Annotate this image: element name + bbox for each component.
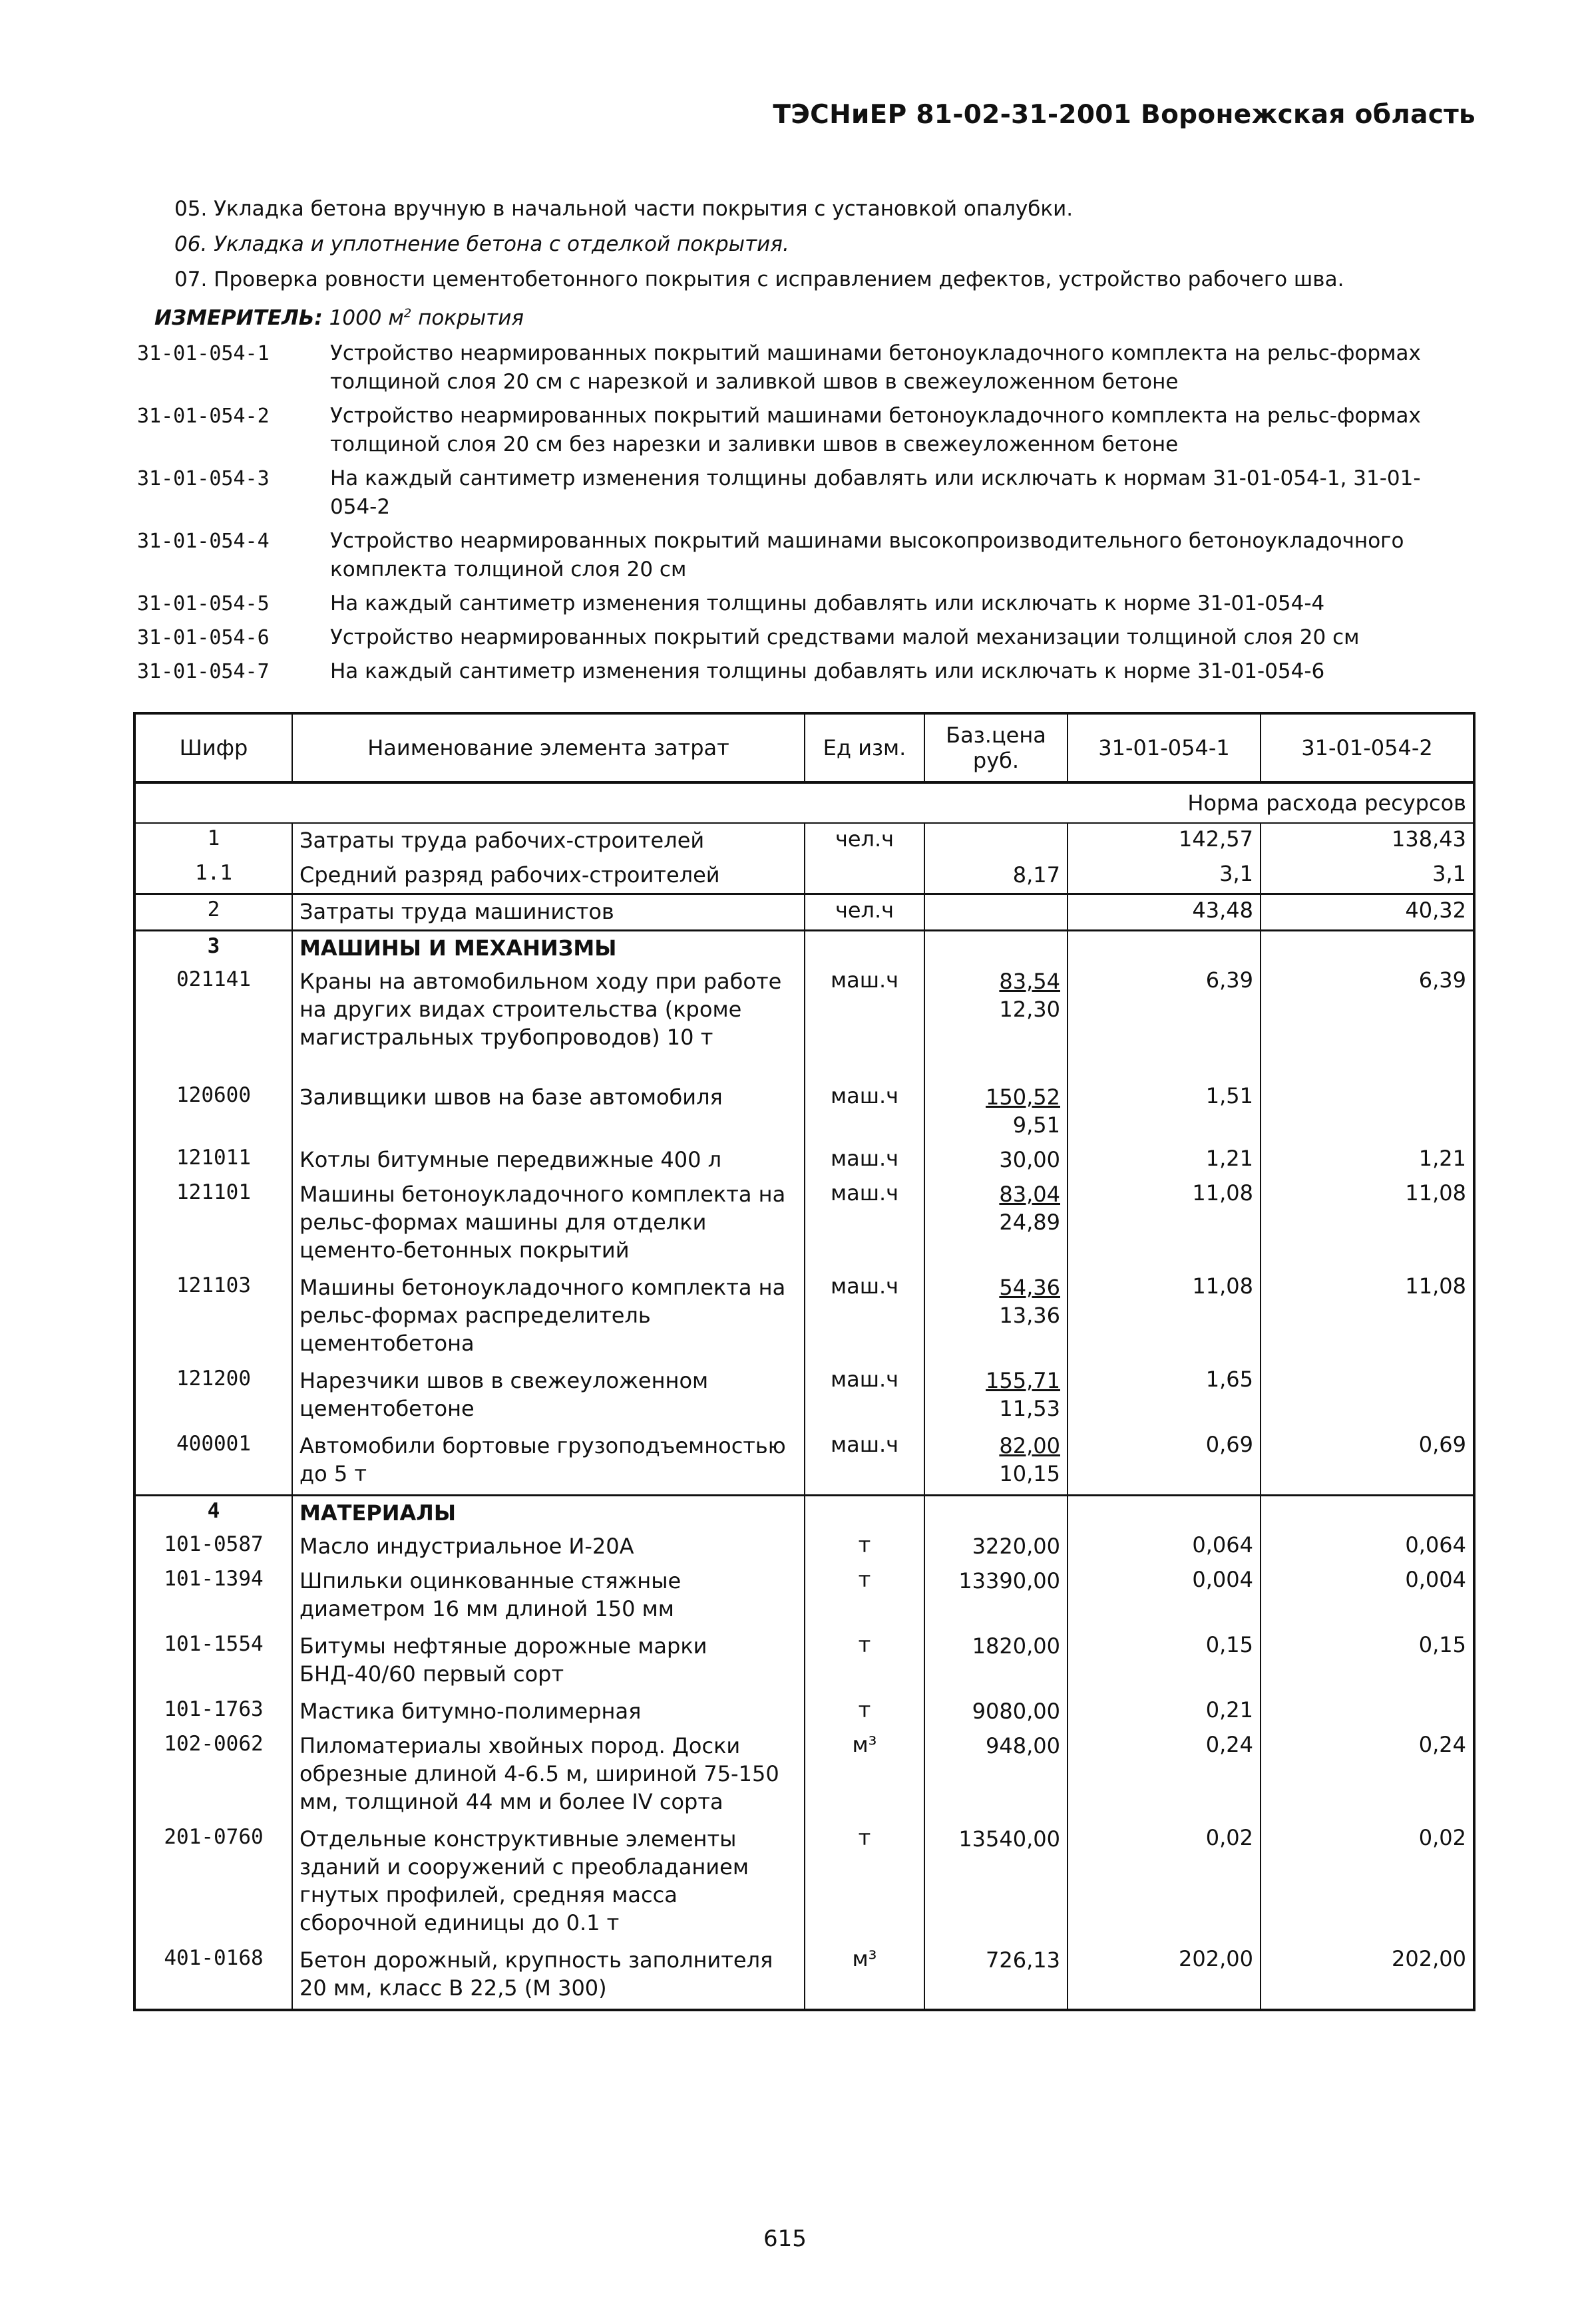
cell-name: Нарезчики швов в свежеуложенном цементобетоне (292, 1364, 805, 1429)
cell-norm-2: 0,064 (1405, 1532, 1466, 1558)
price-total: 726,13 (986, 1947, 1060, 1973)
price-total: 83,04 (999, 1182, 1060, 1207)
cell-unit: м³ (805, 1943, 924, 2010)
norm-code: 31-01-054-2 (137, 405, 270, 428)
cell-norm-1: 202,00 (1068, 1943, 1261, 2010)
cell-unit: маш.ч (805, 1178, 924, 1271)
cell-norm-2: 0,004 (1405, 1567, 1466, 1592)
norm-label: Норма расхода ресурсов (134, 782, 1474, 823)
cell-name: Краны на автомобильном ходу при работе на других видах строительства (кроме магистральных трубопроводов) 10 т (292, 965, 805, 1080)
cell-norm-2: 11,08 (1405, 1180, 1466, 1206)
price-wages: 12,30 (999, 997, 1060, 1022)
norm-code-item (137, 402, 1468, 459)
cell-norm-2: 1,21 (1418, 1146, 1466, 1171)
price-wages: 9,51 (1012, 1112, 1060, 1138)
cell-name: Автомобили бортовые грузоподъемностью до 5 т (292, 1429, 805, 1496)
cell-unit: маш.ч (805, 1143, 924, 1178)
cell-code: 102-0062 (134, 1729, 292, 1822)
cell-price (924, 1496, 1068, 1530)
price-total: 13540,00 (958, 1826, 1060, 1852)
cell-name: Затраты труда машинистов (292, 894, 805, 931)
cell-norm-1: 11,08 (1068, 1178, 1261, 1271)
cell-norm-1: 0,21 (1068, 1695, 1261, 1729)
norm-code-item (137, 339, 1468, 397)
norm-code: 31-01-054-4 (137, 530, 270, 553)
cell-price (924, 1271, 1068, 1364)
cell-code: 120600 (134, 1080, 292, 1143)
cell-norm-1: 0,15 (1068, 1629, 1261, 1695)
cell-norm-2: 0,15 (1418, 1632, 1466, 1657)
header-price: Баз.цена руб. (924, 713, 1068, 782)
cell-unit: маш.ч (805, 1429, 924, 1496)
cell-norm-2: 0,24 (1418, 1732, 1466, 1757)
cell-code: 201-0760 (134, 1822, 292, 1943)
cell-norm-2: 202,00 (1392, 1946, 1466, 1971)
cell-norm-2: 0,69 (1418, 1432, 1466, 1457)
resources-table (133, 712, 1475, 2011)
cell-price (924, 858, 1068, 894)
cell-price (924, 1695, 1068, 1729)
cell-price (924, 823, 1068, 858)
cell-price (924, 965, 1068, 1080)
cell-code: 1.1 (134, 858, 292, 894)
cell-name: МАШИНЫ И МЕХАНИЗМЫ (292, 931, 805, 965)
cell-norm-2 (1261, 1695, 1474, 1729)
cell-code: 101-0587 (134, 1530, 292, 1564)
operation-item: 05. Укладка бетона вручную в начальной части покрытия с установкой опалубки. (174, 197, 1074, 221)
cell-unit: маш.ч (805, 1364, 924, 1429)
price-total: 13390,00 (958, 1568, 1060, 1593)
cell-code: 2 (134, 894, 292, 931)
cell-norm-1: 3,1 (1068, 858, 1261, 894)
norm-code-item (137, 589, 1468, 618)
norm-code-item (137, 623, 1468, 652)
norm-label-row (134, 782, 1474, 823)
cell-norm-2: 138,43 (1392, 826, 1466, 852)
cell-norm-2 (1261, 1080, 1474, 1143)
price-total: 1820,00 (972, 1633, 1060, 1659)
cell-price (924, 1429, 1068, 1496)
cell-code: 3 (134, 931, 292, 965)
cell-name: МАТЕРИАЛЫ (292, 1496, 805, 1530)
cell-norm-1: 1,51 (1068, 1080, 1261, 1143)
cell-unit: т (805, 1695, 924, 1729)
norm-description: Устройство неармированных покрытий машинами бетоноукладочного комплекта на рельс-формах толщиной слоя 20 см с нарезкой и заливкой швов в свежеуложенном бетоне (330, 341, 1421, 394)
norm-code: 31-01-054-7 (137, 660, 270, 683)
cell-code: 101-1394 (134, 1564, 292, 1629)
operations-list (174, 192, 1499, 297)
cell-price (924, 1080, 1068, 1143)
cell-norm-1: 43,48 (1068, 894, 1261, 931)
cell-name: Битумы нефтяные дорожные марки БНД-40/60 первый сорт (292, 1629, 805, 1695)
table-row (134, 1143, 1474, 1178)
table-row (134, 1729, 1474, 1822)
cell-unit (805, 931, 924, 965)
cell-norm-2: 0,02 (1418, 1825, 1466, 1850)
cell-unit: м³ (805, 1729, 924, 1822)
cell-unit: т (805, 1530, 924, 1564)
cell-unit: маш.ч (805, 1271, 924, 1364)
header-norm-2: 31-01-054-2 (1261, 713, 1474, 782)
price-total: 155,71 (986, 1368, 1060, 1393)
operation-item: 07. Проверка ровности цементобетонного покрытия с исправлением дефектов, устройство рабочего шва. (174, 267, 1344, 291)
table-row (134, 1629, 1474, 1695)
cell-name: Пиломатериалы хвойных пород. Доски обрезные длиной 4-6.5 м, шириной 75-150 мм, толщиной 44 мм и более IV сорта (292, 1729, 805, 1822)
table-row (134, 1943, 1474, 2010)
norm-description: Устройство неармированных покрытий средствами малой механизации толщиной слоя 20 см (330, 625, 1360, 649)
cell-price (924, 1178, 1068, 1271)
cell-norm-1: 0,02 (1068, 1822, 1261, 1943)
table-row (134, 1822, 1474, 1943)
norm-description: На каждый сантиметр изменения толщины добавлять или исключать к нормам 31-01-054-1, 31-01-054-2 (330, 466, 1421, 519)
cell-price (924, 894, 1068, 931)
cell-price (924, 1364, 1068, 1429)
cell-norm-1: 0,69 (1068, 1429, 1261, 1496)
cell-name: Машины бетоноукладочного комплекта на рельс-формах машины для отделки цементо-бетонных покрытий (292, 1178, 805, 1271)
cell-name: Затраты труда рабочих-строителей (292, 823, 805, 858)
norm-code-item (137, 527, 1468, 584)
header-name: Наименование элемента затрат (292, 713, 805, 782)
norm-description: Устройство неармированных покрытий машинами бетоноукладочного комплекта на рельс-формах толщиной слоя 20 см без нарезки и заливки швов в свежеуложенном бетоне (330, 404, 1421, 456)
table-row (134, 858, 1474, 894)
table-row (134, 1695, 1474, 1729)
header-norm-1: 31-01-054-1 (1068, 713, 1261, 782)
table-row (134, 823, 1474, 858)
cell-norm-2: 40,32 (1261, 894, 1474, 931)
cell-code: 101-1763 (134, 1695, 292, 1729)
norm-description: На каждый сантиметр изменения толщины добавлять или исключать к норме 31-01-054-4 (330, 591, 1325, 615)
table-row (134, 1564, 1474, 1629)
norm-code: 31-01-054-1 (137, 342, 270, 365)
cell-price (924, 1629, 1068, 1695)
cell-code: 121200 (134, 1364, 292, 1429)
section-row (134, 931, 1474, 965)
price-total: 948,00 (986, 1733, 1060, 1758)
price-wages: 10,15 (999, 1461, 1060, 1486)
cell-code: 021141 (134, 965, 292, 1080)
cell-price (924, 1564, 1068, 1629)
cell-name: Средний разряд рабочих-строителей (292, 858, 805, 894)
price-total: 82,00 (999, 1433, 1060, 1458)
header-code: Шифр (134, 713, 292, 782)
price-wages: 13,36 (999, 1303, 1060, 1328)
cell-norm-2: 6,39 (1418, 967, 1466, 993)
cell-name: Бетон дорожный, крупность заполнителя 20 мм, класс В 22,5 (М 300) (292, 1943, 805, 2010)
norm-code: 31-01-054-6 (137, 626, 270, 649)
cell-norm-1: 1,65 (1068, 1364, 1261, 1429)
norm-codes-list (137, 339, 1468, 691)
section-row (134, 1496, 1474, 1530)
cell-norm-2 (1261, 1496, 1474, 1530)
table-row (134, 1530, 1474, 1564)
cell-unit: т (805, 1822, 924, 1943)
cell-unit: маш.ч (805, 1080, 924, 1143)
table-header-row (134, 713, 1474, 782)
cell-unit: т (805, 1629, 924, 1695)
cell-norm-2: 11,08 (1405, 1273, 1466, 1299)
cell-code: 121101 (134, 1178, 292, 1271)
cell-name: Котлы битумные передвижные 400 л (292, 1143, 805, 1178)
cell-norm-1 (1068, 1496, 1261, 1530)
table-row (134, 1271, 1474, 1364)
cell-code: 1 (134, 823, 292, 858)
cell-name: Заливщики швов на базе автомобиля (292, 1080, 805, 1143)
cell-norm-1: 11,08 (1068, 1271, 1261, 1364)
cell-norm-2 (1261, 931, 1474, 965)
price-total: 30,00 (999, 1147, 1060, 1172)
cell-norm-1: 0,24 (1068, 1729, 1261, 1822)
price-total: 3220,00 (972, 1534, 1060, 1559)
cell-norm-1: 6,39 (1068, 965, 1261, 1080)
cell-norm-1: 0,064 (1068, 1530, 1261, 1564)
cell-name: Шпильки оцинкованные стяжные диаметром 16 мм длиной 150 мм (292, 1564, 805, 1629)
operation-item: 06. Укладка и уплотнение бетона с отделкой покрытия. (174, 232, 789, 256)
norm-code: 31-01-054-5 (137, 592, 270, 615)
table-row (134, 1429, 1474, 1496)
cell-code: 400001 (134, 1429, 292, 1496)
cell-norm-1 (1068, 931, 1261, 965)
cell-code: 121011 (134, 1143, 292, 1178)
cell-unit: чел.ч (805, 823, 924, 858)
cell-code: 4 (134, 1496, 292, 1530)
price-total: 8,17 (1012, 862, 1060, 888)
cell-name: Масло индустриальное И-20А (292, 1530, 805, 1564)
document-header-title: ТЭСНиЕР 81-02-31-2001 Воронежская область (773, 100, 1475, 130)
cell-price (924, 1729, 1068, 1822)
cell-price (924, 1530, 1068, 1564)
norm-code-item (137, 464, 1468, 522)
cell-norm-1: 1,21 (1068, 1143, 1261, 1178)
cell-unit (805, 858, 924, 894)
table-row (134, 1178, 1474, 1271)
cell-norm-2: 3,1 (1261, 858, 1474, 894)
cell-price (924, 1943, 1068, 2010)
cell-code: 121103 (134, 1271, 292, 1364)
cell-unit: т (805, 1564, 924, 1629)
cell-price (924, 1143, 1068, 1178)
header-unit: Ед изм. (805, 713, 924, 782)
price-wages: 11,53 (999, 1396, 1060, 1421)
norm-code-item (137, 657, 1468, 686)
table-row (134, 894, 1474, 931)
page-number: 615 (763, 2226, 807, 2252)
measure-line (154, 306, 524, 330)
cell-norm-2 (1261, 1364, 1474, 1429)
cell-price (924, 931, 1068, 965)
cell-code: 101-1554 (134, 1629, 292, 1695)
cell-unit: чел.ч (805, 894, 924, 931)
norm-code: 31-01-054-3 (137, 467, 270, 490)
cell-norm-1: 142,57 (1068, 823, 1261, 858)
measure-label: ИЗМЕРИТЕЛЬ: (154, 306, 323, 330)
cell-unit (805, 1496, 924, 1530)
price-total: 9080,00 (972, 1699, 1060, 1724)
cell-price (924, 1822, 1068, 1943)
cell-norm-1: 0,004 (1068, 1564, 1261, 1629)
price-total: 150,52 (986, 1084, 1060, 1110)
cell-name: Машины бетоноукладочного комплекта на рельс-формах распределитель цементобетона (292, 1271, 805, 1364)
measure-value: 1000 $м^2$ покрытия (329, 306, 524, 330)
table-row (134, 1364, 1474, 1429)
table-row (134, 1080, 1474, 1143)
norm-description: Устройство неармированных покрытий машинами высокопроизводительного бетоноукладочного комплекта толщиной слоя 20 см (330, 529, 1404, 581)
cell-name: Мастика битумно-полимерная (292, 1695, 805, 1729)
cell-name: Отдельные конструктивные элементы зданий и сооружений с преобладанием гнутых профилей, средняя масса сборочной единицы до 0.1 т (292, 1822, 805, 1943)
norm-description: На каждый сантиметр изменения толщины добавлять или исключать к норме 31-01-054-6 (330, 659, 1325, 683)
table-row (134, 965, 1474, 1080)
price-total: 54,36 (999, 1275, 1060, 1300)
cell-unit: маш.ч (805, 965, 924, 1080)
cell-code: 401-0168 (134, 1943, 292, 2010)
price-total: 83,54 (999, 969, 1060, 994)
price-wages: 24,89 (999, 1210, 1060, 1235)
